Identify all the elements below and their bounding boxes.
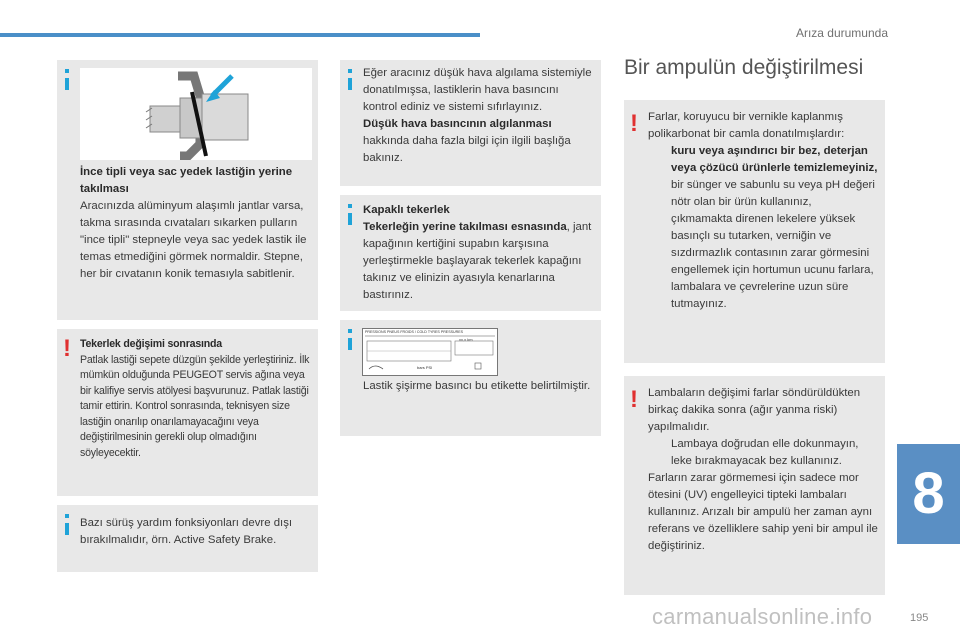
- list-item: [648, 211, 882, 313]
- info-box-wheel-trim: [340, 195, 601, 311]
- list-item-text: bir sünger ve sabunlu su veya pH değeri nötr olan bir ürün kullanınız,: [671, 179, 875, 208]
- info-icon: [65, 523, 69, 535]
- pressure-detection-text: [363, 65, 595, 167]
- info-icon: [348, 213, 352, 225]
- tyre-label-side: xx,x km: [459, 337, 473, 342]
- headlamp-cleaning-intro: Farlar, koruyucu bir vernikle kaplanmış polikarbonat bir camla donatılmışlardır:: [648, 111, 845, 140]
- warning-icon: !: [630, 386, 638, 413]
- lamp-change-intro: Lambaların değişimi farlar söndürüldükten birkaç dakika sonra (ağır yanma riski) yapılmalıdır.: [648, 387, 861, 433]
- after-change-body: Patlak lastiği sepete düzgün şekilde yerleştiriniz. İlk mümkün olduğunda PEUGEOT servis ağına veya bir kalifiye servis atölyesi başvurunuz. Patlak lastiği tamir ettirin. Kontrol sonrasında, teknisyen size lastiğin onarılıp onarılamayacağını veya değiştirilmesinin gerekli olup olmadığını söyleyecektir.: [80, 353, 310, 459]
- driving-aids-text: Bazı sürüş yardım fonksiyonları devre dışı bırakılmalıdır, örn. Active Safety Brake.: [80, 517, 293, 546]
- lamp-change-body: Farların zarar görmemesi için sadece mor ötesini (UV) engelleyici tipteki lambaları kullanınız. Arızalı bir ampulü her zaman aynı referans ve özelliklere sahip yeni bir ampul ile değiştiriniz.: [648, 472, 878, 552]
- spare-wheel-body: Aracınızda alüminyum alaşımlı jantlar varsa, takma sırasında cıvataları sıkarken pulların "ince tipli" stepneyle veya sac yedek lastik ile temas etmediğini görmek normaldir. Stepne, her bir cıvatanın konik temasıyla sabitlenir.: [80, 200, 307, 280]
- after-change-text: [80, 337, 312, 461]
- tyre-pressure-label-image: [362, 328, 498, 376]
- info-icon: [348, 78, 352, 90]
- chapter-title: Arıza durumunda: [795, 26, 888, 40]
- spare-wheel-title: İnce tipli veya sac yedek lastiğin yerine takılması: [80, 166, 293, 195]
- chapter-tab: 8: [897, 444, 960, 544]
- wheel-trim-body: , jant kapağının kertiğini supabın karşısına yerleştirmekle başlayarak tekerlek kapağını takınız ve elinizin ayasıyla kenarlarına bastırınız.: [363, 221, 592, 301]
- list-item-text: Lambaya doğrudan elle dokunmayın, leke bırakmayacak bez kullanınız.: [671, 438, 859, 467]
- pressure-label-text: Lastik şişirme basıncı bu etikette belirtilmiştir.: [363, 380, 591, 392]
- info-icon: [65, 78, 69, 90]
- pressure-detection-bold: Düşük hava basıncının algılanması: [363, 118, 552, 130]
- pressure-detection-body2: hakkında daha fazla bilgi için ilgili başlığa bakınız.: [363, 135, 571, 164]
- warning-box-headlamp-cleaning: [624, 100, 885, 363]
- section-title: Bir ampulün değiştirilmesi: [624, 56, 864, 79]
- info-box-pressure-label: [340, 320, 601, 436]
- header-bar: [0, 33, 480, 37]
- warning-box-lamp-change: [624, 376, 885, 595]
- headlamp-cleaning-text: [648, 109, 882, 313]
- wheel-bolt-illustration: [80, 68, 312, 160]
- warning-icon: !: [63, 335, 71, 362]
- list-item: [648, 143, 882, 177]
- page-number: 195: [910, 612, 929, 624]
- info-box-pressure-detection: [340, 60, 601, 186]
- warning-icon: !: [630, 110, 638, 137]
- list-item: [648, 436, 882, 470]
- tyre-label-heading: PRESSIONS PNEUS FROIDS / COLD TYRES PRESSURES: [365, 330, 463, 334]
- list-item-bold: kuru veya aşındırıcı bir bez, deterjan veya çözücü ürünlerle temizlemeyiniz,: [671, 145, 878, 174]
- info-box-driving-aids: [57, 505, 318, 572]
- wheel-trim-bold: Tekerleğin yerine takılması esnasında: [363, 221, 567, 233]
- info-icon: [348, 338, 352, 350]
- watermark: carmanualsonline.info: [652, 604, 873, 629]
- info-box-spare-wheel: [57, 60, 318, 320]
- list-item-text: çıkmamakta direnen lekelere yüksek basınçlı su tutarken, verniğin ve sızdırmazlık contasının zarar görmesini engellemek için hortumun ucunu farlara, lambalara ve çevrelerine uzun süre tutmayınız.: [671, 213, 874, 310]
- tyre-label-bottom: bars PSI: [417, 365, 433, 370]
- wheel-trim-text: [363, 202, 595, 304]
- spare-wheel-text: [80, 164, 312, 283]
- wheel-trim-title: Kapaklı tekerlek: [363, 204, 450, 216]
- list-item: [648, 177, 882, 211]
- lamp-change-text: [648, 385, 882, 555]
- warning-box-after-change: [57, 329, 318, 496]
- pressure-detection-body1: Eğer aracınız düşük hava algılama sistemiyle donatılmışsa, lastiklerin hava basıncını kontrol ediniz ve sistemi sıfırlayınız.: [363, 67, 592, 113]
- after-change-title: Tekerlek değişimi sonrasında: [80, 338, 222, 350]
